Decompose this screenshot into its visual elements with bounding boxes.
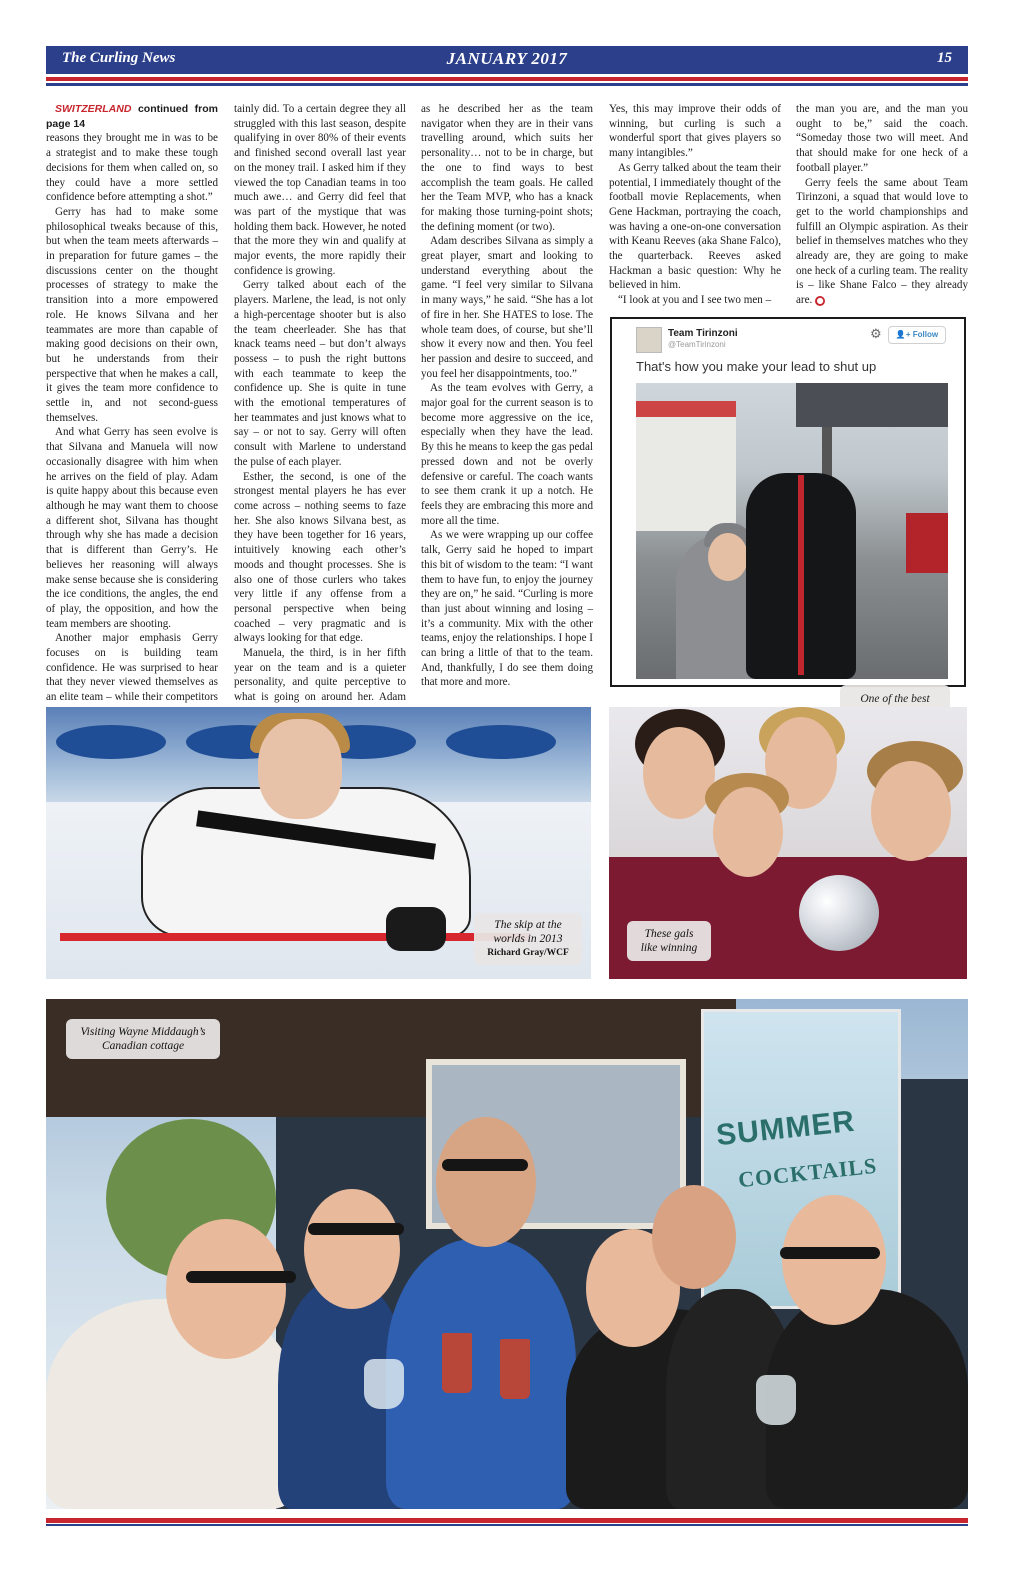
article-column-3 <box>421 102 593 692</box>
sign-text: COCKTAILS <box>737 1152 879 1193</box>
paragraph: Esther, the second, is one of the strongest mental players he has ever come across – nothing seems to faze her. She also knows Silvana best, as they have been together for 16 years, intuitively knowing each other’s moods and thought processes. She is also one of those curlers who takes very little if any offense from a personal perspective when being coached – very pragmatic and is always looking for that edge. <box>234 470 406 645</box>
paragraph: the man you are, and the man you ought to be,” said the coach. “Someday those two will meet. And that should make for one heck of a football player.” <box>796 103 968 174</box>
article-column-1 <box>46 102 218 704</box>
continuation-kicker <box>46 102 218 131</box>
paragraph: “I look at you and I see two men – <box>618 294 772 307</box>
caption-line: like winning <box>640 942 698 954</box>
caption-line: Canadian cottage <box>101 1040 185 1052</box>
avatar <box>636 327 662 353</box>
issue-date: JANUARY 2017 <box>446 49 568 68</box>
paragraph: As we were wrapping up our coffee talk, Gerry said he hoped to impart this bit of wisdom to the team: “I want them to have fun, to enjoy the journey they are on,” he said. “Curling is more than just about winning and losing – it’s a community. Mix with the other teams, enjoy the relationships. I hope I can bring a little of that to the team. And, thankfully, I do see them doing that more and more. <box>421 529 593 689</box>
paragraph: tainly did. To a certain degree they all struggled with this last season, despite qualifying in over 80% of their events and finished second overall last year on the money trail. I asked him if they viewed the top Canadian teams in too much awe… and Gerry did feel that was part of the mystique that was holding them back. However, he noted that the more they win and qualify at major events, the more rapidly their confidence is growing. <box>234 103 406 277</box>
paragraph: reasons they brought me in was to be a strategist and to make these tough decisions for them when called on, so they could have a more settled confidence before attempting a shot.” <box>46 132 218 204</box>
gear-icon: ⚙ <box>870 327 882 342</box>
cottage-group-photo <box>46 999 968 1509</box>
article-column-5 <box>796 102 968 312</box>
paragraph: Yes, this may improve their odds of winning, but curling is such a wonderful sport that gives players so many intangibles.” <box>609 103 781 160</box>
paragraph-text: Gerry feels the same about Team Tirinzoni, a squad that would love to get to the world championships and fulfill an Olympic aspiration. As their belief in themselves matches who they already are, they are going to make one heck of a curling team. The reality is – like Shane Falco – they already are. <box>796 176 968 307</box>
follow-label: Follow <box>912 330 939 339</box>
team-selfie-caption <box>627 921 711 961</box>
paragraph: Adam describes Silvana as simply a great player, smart and looking to understand everything about the game. “I feel very similar to Silvana in many ways,” he said. “She has a lot of fire in her. She HATES to lose. The whole team does, of course, but she’ll show it every now and then. You feel her passion and desire to succeed, and you feel her disappointments, too.” <box>421 235 593 380</box>
article-column-4 <box>609 102 781 308</box>
caption-line: The skip at the <box>494 919 562 931</box>
tweet-text: That's how you make your lead to shut up <box>636 359 877 374</box>
photo-credit: Richard Gray/WCF <box>487 948 569 958</box>
paragraph <box>796 176 968 308</box>
cottage-photo-caption <box>66 1019 220 1059</box>
caption-line: These gals <box>644 928 694 940</box>
add-user-icon: 👤+ <box>895 330 911 339</box>
paragraph: As Gerry talked about the team their potential, I immediately thought of the football movie Replacements, when Gene Hackman, portraying the coach, was having a one-on-one conversation with Keanu Reeves (aka Shane Falco), the quarterback. Reeves asked Hackman a basic question: Why he believed in him. <box>609 161 781 292</box>
caption-line: worlds in 2013 <box>493 933 563 945</box>
page-number: 15 <box>937 50 952 66</box>
top-blue-rule <box>46 83 968 86</box>
paragraph: And what Gerry has seen evolve is that Silvana and Manuela will now occasionally disagree with him when he arrives on the field of play. Adam is quite happy about this because even although he may want them to choose a different shot, Silvana has thought through why she has made a decision that is different than Gerry’s. He believes her reasoning will always make sense because she is considering the ice conditions, the angles, the end of play, the opposition, and how the team members are shooting. <box>46 426 218 630</box>
article-column-2 <box>234 102 406 704</box>
caption-line: Visiting Wayne Middaugh’s <box>80 1026 206 1038</box>
masthead <box>46 46 968 74</box>
bottom-blue-rule <box>46 1524 968 1526</box>
paragraph: As the team evolves with Gerry, a major goal for the current season is to become more aggressive on the ice, especially when they have the lead. By this he means to keep the gas pedal pressed down and not be overly defensive or careful. The coach wants to see them crank it up a notch. He feels they are embracing this more and more all the time. <box>421 382 593 527</box>
kicker-country: SWITZERLAND <box>55 103 132 115</box>
tweet-photo <box>636 383 948 705</box>
paragraph: Manuela, the third, is in her fifth year on the team and is a quieter personality, and quite perceptive to what is going on around her. Adam <box>234 647 406 704</box>
paragraph: Gerry has had to make some philosophical tweaks because of this, but when the team meets afterwards – in preparation for future games – the discussions center on the thought processes of strategy to make the transition into a more empowered role. He knows Silvana and her teammates are more than capable of making good decisions on their own, but he understands from their perspective that when he makes a call, it gives the team more confidence to settle in, and not second-guess themselves. <box>46 205 218 424</box>
paragraph: Gerry talked about each of the players. Marlene, the lead, is not only a high-percentage shooter but is also the team cheerleader. She has that knack teams need – but don’t always possess – to push the right buttons with each teammate to keep the confidence up. She is quite in tune with the emotional temperatures of her teammates and just knows what to say – or not to say. Gerry will often consult with Marlene to understand the pulse of each player. <box>234 279 406 468</box>
caption-line: One of the best <box>860 693 930 705</box>
tweet-handle: @TeamTirinzoni <box>668 340 726 349</box>
kicker-text: continued from page 14 <box>46 103 218 130</box>
tweet-embed <box>610 317 966 705</box>
end-mark-icon: ● <box>816 295 824 305</box>
team-selfie-photo <box>609 707 967 979</box>
paragraph: as he described her as the team navigator when they are in their vans travelling around, which suits her personality… not to be in charge, but the one to find ways to best accomplish the team goals. He called her the Team MVP, who has a knack for making those turning-point shots; the defining moment (or two). <box>421 103 593 233</box>
skip-photo <box>46 707 591 979</box>
top-red-rule <box>46 77 968 81</box>
publication-name: The Curling News <box>62 50 176 66</box>
skip-photo-caption <box>474 913 582 965</box>
follow-button <box>888 326 946 344</box>
sign-text: SUMMER <box>714 1104 857 1153</box>
paragraph: Another major emphasis Gerry focuses on is building team confidence. He was surprised to hear that they never viewed themselves as an elite team – while their competitors <box>46 632 218 704</box>
tweet-account-name: Team Tirinzoni <box>668 328 738 339</box>
bottom-red-rule <box>46 1518 968 1523</box>
